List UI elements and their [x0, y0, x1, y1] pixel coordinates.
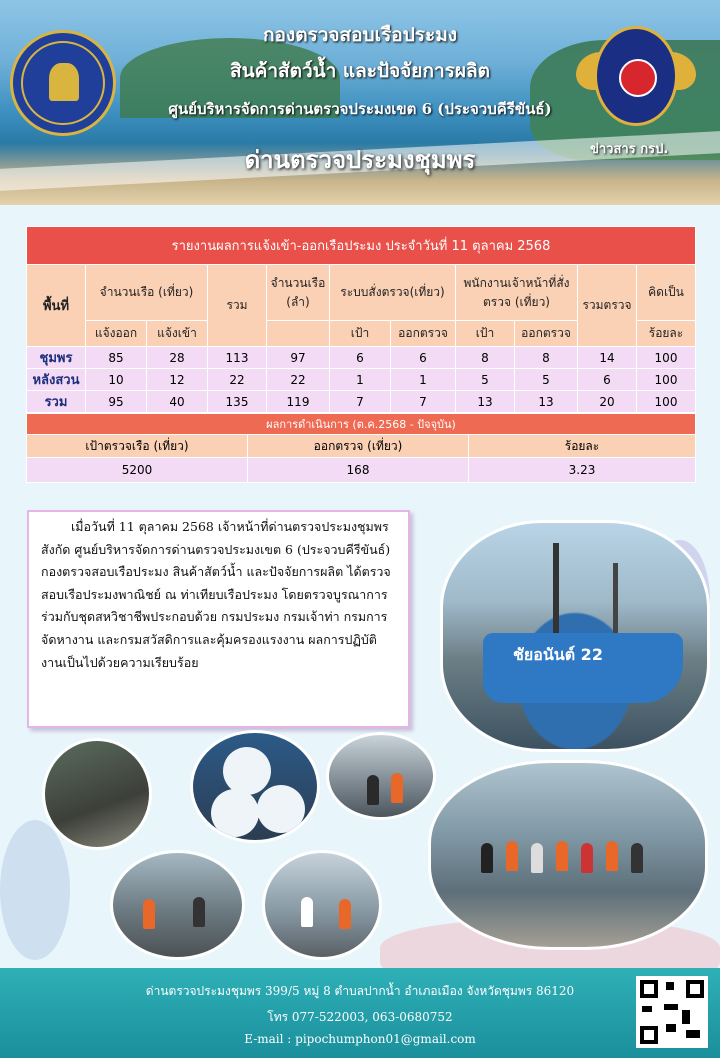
col-out: แจ้งออก [86, 321, 147, 347]
cell-sys-target: 7 [330, 391, 391, 413]
report-table [26, 226, 696, 413]
article-text: เมื่อวันที่ 11 ตุลาคม 2568 เจ้าหน้าที่ด่านตรวจประมงชุมพร สังกัด ศูนย์บริหารจัดการด่านตรวจประมงเขต 6 (ประจวบคีรีขันธ์) กองตรวจสอบเรือประมง สินค้าสัตว์น้ำ และปัจจัยการผลิต ได้ตรวจสอบเรือประมงพาณิชย์ ณ ท่าเทียบเรือประมง โดยตรวจบูรณาการร่วมกับชุดสหวิชาชีพประกอบด้วย กรมประมง กรมเจ้าท่า กรมการจัดหางาน และกรมสวัสดิการและคุ้มครองแรงงาน ผลการปฏิบัติงานเป็นไปด้วยความเรียบร้อย [41, 519, 391, 670]
photo-group-inspection [428, 760, 708, 950]
col-trips: จำนวนเรือ (เที่ยว) [86, 265, 208, 321]
results-title: ผลการดำเนินการ (ต.ค.2568 - ปัจจุบัน) [27, 414, 696, 435]
cell-in: 28 [147, 347, 208, 369]
cell-sys-check: 1 [391, 369, 456, 391]
photo-inspectors-pier [326, 732, 436, 820]
report-table-container [26, 226, 696, 483]
col-pct: คิดเป็น [637, 265, 696, 321]
cell-total: 135 [208, 391, 267, 413]
cell-out: 10 [86, 369, 147, 391]
table-row [27, 347, 696, 369]
cell-staff-target: 8 [456, 347, 515, 369]
qr-code[interactable] [636, 976, 708, 1048]
photo-fishing-boat [440, 520, 710, 752]
cell-boats: 22 [267, 369, 330, 391]
results-table [26, 413, 696, 483]
boat-hull-text: ชัยอนันต์ 22 [513, 645, 603, 664]
cell-staff-check: 8 [515, 347, 578, 369]
col-staff-checked: ออกตรวจ [515, 321, 578, 347]
cell-pct: 100 [637, 347, 696, 369]
cell-sum: 20 [578, 391, 637, 413]
header-title-2: สินค้าสัตว์น้ำ และปัจจัยการผลิต [230, 60, 490, 82]
cell-sys-target: 1 [330, 369, 391, 391]
photo-document-check [262, 850, 382, 960]
footer-email: E-mail : pipochumphon01@gmail.com [244, 1032, 476, 1046]
photo-crew-check [110, 850, 245, 960]
table-row [27, 369, 696, 391]
article-textbox [27, 510, 410, 728]
col-pct-unit: ร้อยละ [637, 321, 696, 347]
footer-contact [0, 968, 720, 1058]
photo-engine-room [42, 738, 152, 850]
col-sys-checked: ออกตรวจ [391, 321, 456, 347]
res-val-target: 5200 [27, 458, 248, 483]
cell-sys-check: 6 [391, 347, 456, 369]
cell-staff-check: 13 [515, 391, 578, 413]
col-staff: พนักงานเจ้าหน้าที่สั่งตรวจ (เที่ยว) [456, 265, 578, 321]
col-boats-sub [267, 321, 330, 347]
cell-sys-target: 6 [330, 347, 391, 369]
col-staff-target: เป้า [456, 321, 515, 347]
col-area: พื้นที่ [27, 265, 86, 347]
res-col-target: เป้าตรวจเรือ (เที่ยว) [27, 435, 248, 458]
cell-in: 12 [147, 369, 208, 391]
photo-ice-catch [190, 730, 320, 843]
footer-phone: โทร 077-522003, 063-0680752 [267, 1010, 453, 1024]
cell-sum: 14 [578, 347, 637, 369]
row-area: รวม [27, 391, 86, 413]
cell-total: 22 [208, 369, 267, 391]
news-tag: ข่าวสาร กรป. [590, 142, 669, 157]
res-col-pct: ร้อยละ [469, 435, 696, 458]
res-val-pct: 3.23 [469, 458, 696, 483]
cell-boats: 119 [267, 391, 330, 413]
cell-total: 113 [208, 347, 267, 369]
col-sum-check: รวมตรวจ [578, 265, 637, 347]
cell-pct: 100 [637, 369, 696, 391]
cell-boats: 97 [267, 347, 330, 369]
cell-staff-target: 13 [456, 391, 515, 413]
cell-staff-target: 5 [456, 369, 515, 391]
col-sys-target: เป้า [330, 321, 391, 347]
cell-sys-check: 7 [391, 391, 456, 413]
header-title-3: ศูนย์บริหารจัดการด่านตรวจประมงเขต 6 (ประจวบคีรีขันธ์) [168, 100, 552, 118]
header-title-main: ด่านตรวจประมงชุมพร [244, 145, 476, 174]
col-total: รวม [208, 265, 267, 347]
report-title: รายงานผลการแจ้งเข้า-ออกเรือประมง ประจำวันที่ 11 ตุลาคม 2568 [27, 227, 696, 265]
col-boats: จำนวนเรือ (ลำ) [267, 265, 330, 321]
col-in: แจ้งเข้า [147, 321, 208, 347]
footer-address: ด่านตรวจประมงชุมพร 399/5 หมู่ 8 ตำบลปากน้ำ อำเภอเมือง จังหวัดชุมพร 86120 [145, 984, 575, 998]
header-title-1: กองตรวจสอบเรือประมง [263, 24, 457, 46]
table-row-total [27, 391, 696, 413]
cell-staff-check: 5 [515, 369, 578, 391]
cell-out: 85 [86, 347, 147, 369]
cell-pct: 100 [637, 391, 696, 413]
col-system: ระบบสั่งตรวจ(เที่ยว) [330, 265, 456, 321]
cell-sum: 6 [578, 369, 637, 391]
row-area: หลังสวน [27, 369, 86, 391]
res-val-checked: 168 [248, 458, 469, 483]
coral-decoration [0, 820, 70, 960]
cell-out: 95 [86, 391, 147, 413]
res-col-checked: ออกตรวจ (เที่ยว) [248, 435, 469, 458]
row-area: ชุมพร [27, 347, 86, 369]
cell-in: 40 [147, 391, 208, 413]
